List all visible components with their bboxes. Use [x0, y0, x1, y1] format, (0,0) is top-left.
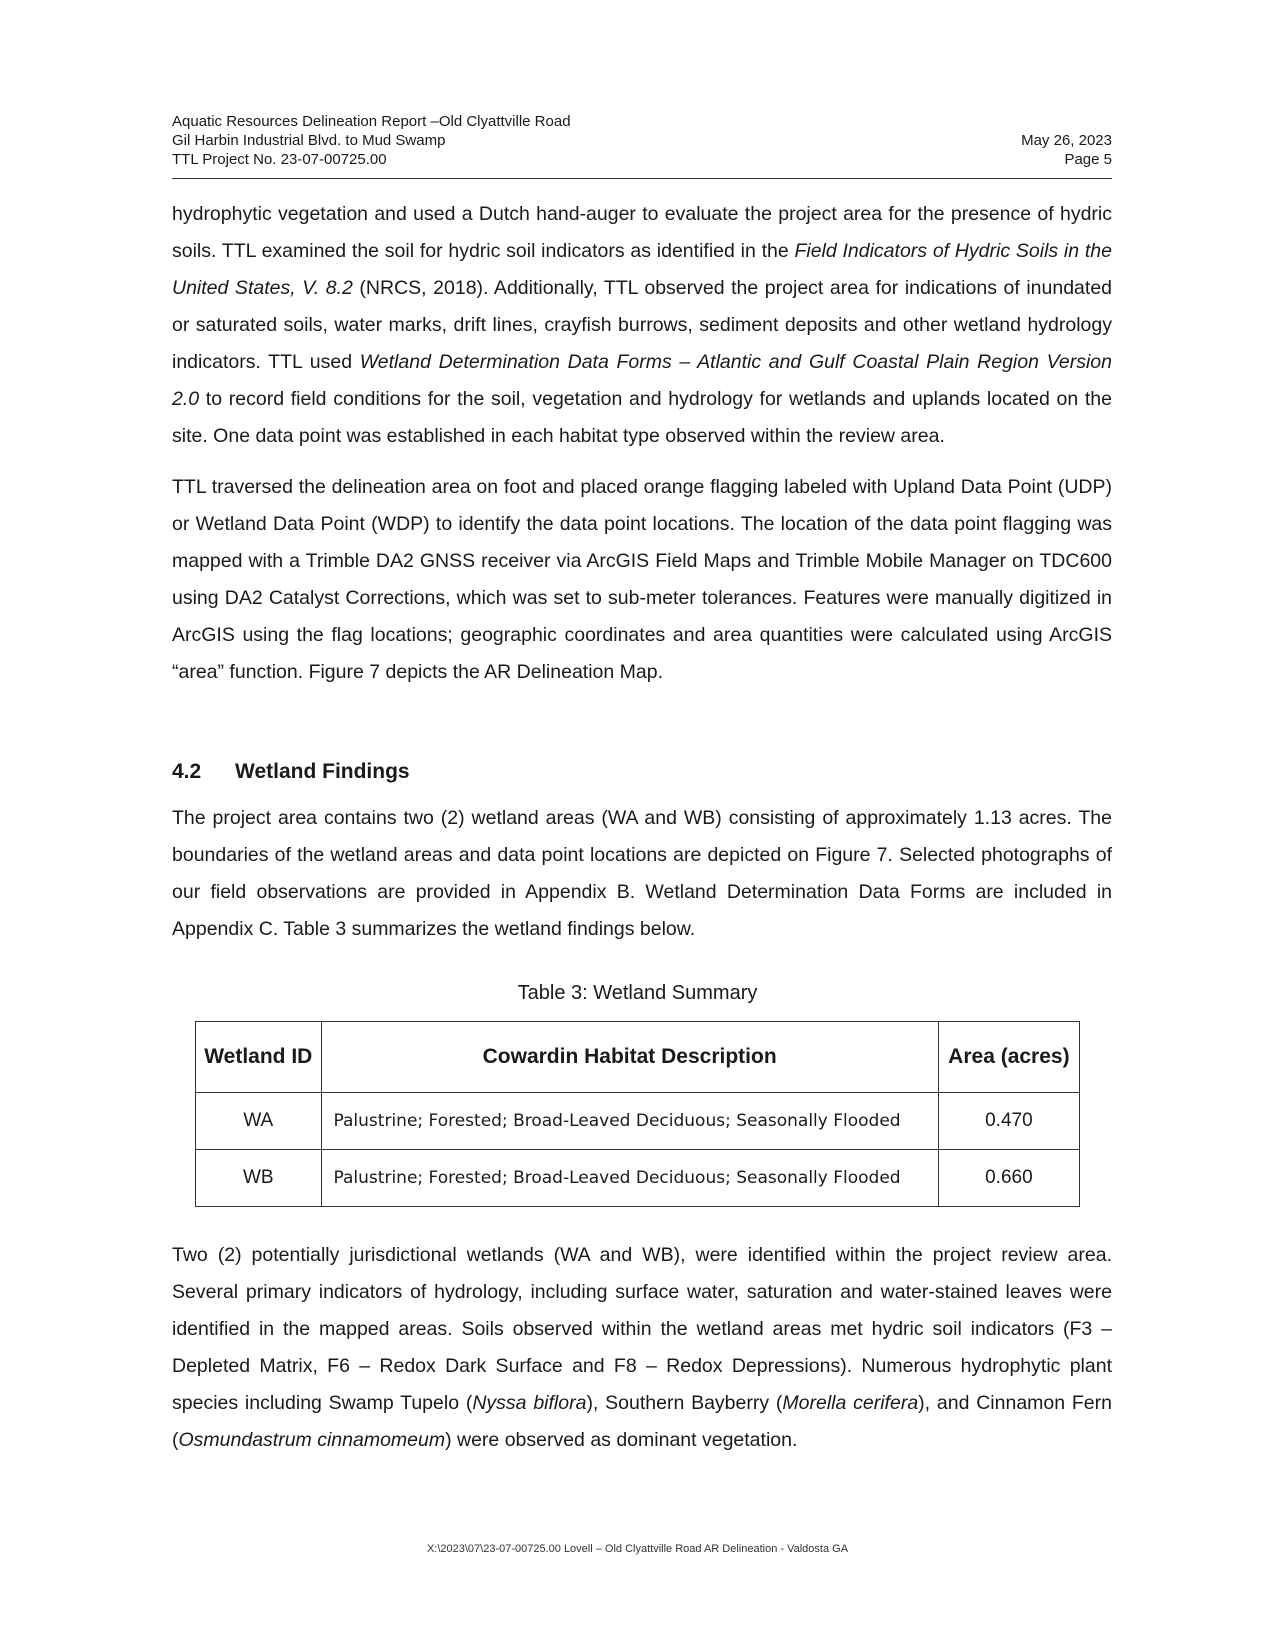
- header-right: [1021, 131, 1112, 169]
- section-title: Wetland Findings: [235, 760, 410, 783]
- table-header-row: [196, 1022, 1080, 1093]
- italic-reference: Field Indicators of Hydric Soils in the United States, V. 8.2: [172, 240, 1112, 299]
- text-run: to record field conditions for the soil, vegetation and hydrology for wetlands and uplands located on the site. One data point was established in each habitat type observed within the review area.: [172, 388, 1112, 447]
- column-header: Wetland ID: [196, 1022, 322, 1093]
- header-left: [172, 112, 571, 169]
- text-run: hydrophytic vegetation and used a Dutch hand-auger to evaluate the project area for the presence of hydric soils. TTL examined the soil for hydric soil indicators as identified in the: [172, 203, 1112, 262]
- page-number: Page 5: [1064, 151, 1112, 168]
- text-run: ), Southern Bayberry (: [586, 1392, 783, 1414]
- habitat-description-cell: Palustrine; Forested; Broad-Leaved Deciduous; Seasonally Flooded: [321, 1093, 938, 1150]
- report-date: May 26, 2023: [1021, 132, 1112, 149]
- text-run: ), and Cinnamon Fern (: [172, 1392, 1112, 1451]
- species-name: Morella cerifera: [782, 1392, 919, 1414]
- paragraph-mapping: TTL traversed the delineation area on foot and placed orange flagging labeled with Upland Data Point (UDP) or Wetland Data Point (WDP) to identify the data point locations. The location of the data point flagging was mapped with a Trimble DA2 GNSS receiver via ArcGIS Field Maps and Trimble Mobile Manager on TDC600 using DA2 Catalyst Corrections, which was set to sub-meter tolerances. Features were manually digitized in ArcGIS using the flag locations; geographic coordinates and area quantities were calculated using ArcGIS “area” function. Figure 7 depicts the AR Delineation Map.: [172, 476, 1112, 683]
- wetland-summary-table: [195, 1021, 1080, 1207]
- section-heading: [172, 760, 410, 784]
- paragraph-wetland-description: [172, 1237, 1112, 1459]
- table-row: [196, 1150, 1080, 1207]
- project-number: TTL Project No. 23-07-00725.00: [172, 151, 387, 168]
- table-caption: Table 3: Wetland Summary: [517, 982, 758, 1004]
- species-name: Nyssa biflora: [472, 1392, 587, 1414]
- wetland-id-cell: WA: [196, 1093, 322, 1150]
- report-title: Aquatic Resources Delineation Report –Old Clyattville Road: [172, 113, 571, 130]
- body-text: [172, 196, 1112, 691]
- text-run: ) were observed as dominant vegetation.: [445, 1429, 798, 1451]
- italic-reference: Wetland Determination Data Forms – Atlantic and Gulf Coastal Plain Region Version 2.0: [172, 351, 1112, 410]
- section-number: 4.2: [172, 760, 202, 783]
- table-row: [196, 1093, 1080, 1150]
- area-cell: 0.470: [938, 1093, 1079, 1150]
- paragraph-findings: The project area contains two (2) wetland areas (WA and WB) consisting of approximately 1.13 acres. The boundaries of the wetland areas and data point locations are depicted on Figure 7. Selected photographs of our field observations are provided in Appendix B. Wetland Determination Data Forms are included in Appendix C. Table 3 summarizes the wetland findings below.: [172, 807, 1112, 940]
- species-name: Osmundastrum cinnamomeum: [178, 1429, 446, 1451]
- file-path-footer: X:\2023\07\23-07-00725.00 Lovell – Old Clyattville Road AR Delineation - Valdosta GA: [426, 1543, 849, 1555]
- text-run: (NRCS, 2018). Additionally, TTL observed the project area for indications of inundated or saturated soils, water marks, drift lines, crayfish burrows, sediment deposits and other wetland hydrology indicators. TTL used: [172, 277, 1113, 373]
- habitat-description-cell: Palustrine; Forested; Broad-Leaved Deciduous; Seasonally Flooded: [321, 1150, 938, 1207]
- column-header: Area (acres): [938, 1022, 1079, 1093]
- column-header: Cowardin Habitat Description: [321, 1022, 938, 1093]
- area-cell: 0.660: [938, 1150, 1079, 1207]
- paragraph-methods: [172, 196, 1112, 455]
- wetland-id-cell: WB: [196, 1150, 322, 1207]
- text-run: Two (2) potentially jurisdictional wetlands (WA and WB), were identified within the project review area. Several primary indicators of hydrology, including surface water, saturation and water-stained leaves were identified in the mapped areas. Soils observed within the wetland areas met hydric soil indicators (F3 – Depleted Matrix, F6 – Redox Dark Surface and F8 – Redox Depressions). Numerous hydrophytic plant species including Swamp Tupelo (: [172, 1244, 1112, 1414]
- project-segment: Gil Harbin Industrial Blvd. to Mud Swamp: [172, 132, 446, 149]
- page-header: [172, 112, 1112, 179]
